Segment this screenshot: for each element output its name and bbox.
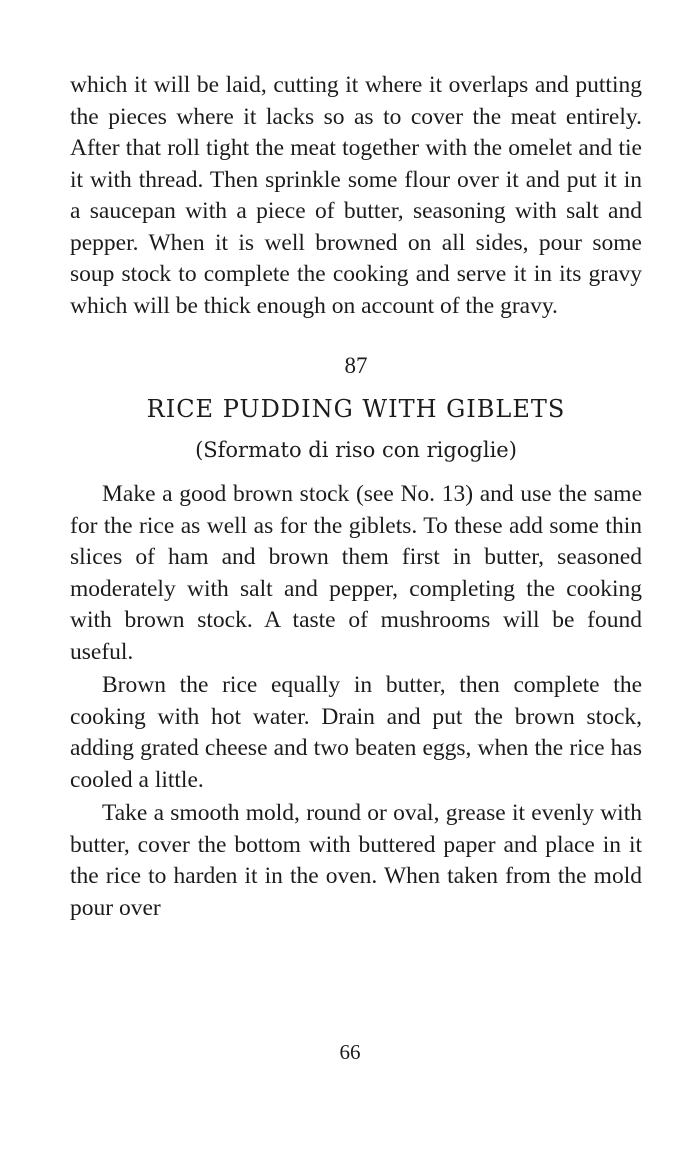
page-number: 66: [339, 1040, 361, 1064]
page-body: [70, 70, 642, 924]
recipe-title: RICE PUDDING WITH GIBLETS: [146, 395, 566, 423]
recipe-paragraph-3: Take a smooth mold, round or oval, grease it evenly with butter, cover the bottom with buttered paper and place in it the rice to harden it in the oven. When taken from the mold pour over: [70, 800, 642, 921]
recipe-paragraph-2: Brown the rice equally in butter, then complete the cooking with hot water. Drain and put the brown stock, adding grated cheese and two beaten eggs, when the rice has cooled a little.: [70, 672, 642, 793]
continuation-paragraph: which it will be laid, cutting it where it overlaps and putting the pieces where it lacks so as to cover the meat entirely. After that roll tight the meat together with the omelet and tie it with thread. Then sprinkle some flour over it and put it in a saucepan with a piece of butter, seasoning with salt and pepper. When it is well browned on all sides, pour some soup stock to complete the cooking and serve it in its gravy which will be thick enough on account of the gravy.: [70, 72, 642, 319]
recipe-paragraph-1: Make a good brown stock (see No. 13) and use the same for the rice as well as for the giblets. To these add some thin slices of ham and brown them first in butter, seasoned moderately with salt and pepper, completing the cooking with brown stock. A taste of mushrooms will be found useful.: [70, 481, 642, 665]
recipe-number: 87: [344, 353, 368, 378]
recipe-subtitle: (Sformato di riso con rigoglie): [195, 438, 517, 462]
